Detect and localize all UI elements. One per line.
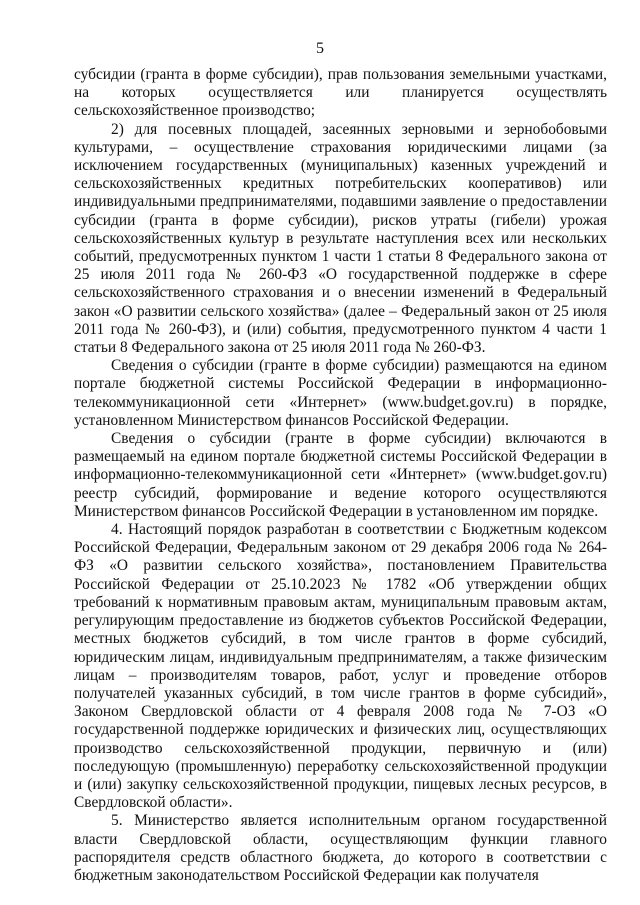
- paragraph-subsidy-registry: Сведения о субсидии (гранте в форме субсидии) включаются в размещаемый на едином портале бюджетной системы Российской Федерации в информационно-телекоммуникационной сети «Интернет» (www.budget.gov.ru) реестр субсидий, формирование и ведение которого осуществляются Министерством финансов Российской Федерации в установленном им порядке.: [74, 430, 607, 520]
- paragraph-item-2: 2) для посевных площадей, засеянных зерновыми и зернобобовыми культурами, – осуществление страхования юридическими лицами (за исключением государственных (муниципальных) казенных учреждений и сельскохозяйственных кредитных потребительских кооперативов) или индивидуальными предпринимателями, подавшими заявление о предоставлении субсидии (гранта в форме субсидии), рисков утраты (гибели) урожая сельскохозяйственных культур в результате наступления всех или нескольких событий, предусмотренных пунктом 1 части 1 статьи 8 Федерального закона от 25 июля 2011 года № 260-ФЗ «О государственной поддержке в сфере сельскохозяйственного страхования и о внесении изменений в Федеральный закон «О развитии сельского хозяйства» (далее – Федеральный закон от 25 июля 2011 года № 260-ФЗ), и (или) события, предусмотренного пунктом 4 части 1 статьи 8 Федерального закона от 25 июля 2011 года № 260-ФЗ.: [74, 120, 607, 357]
- paragraph-item-5: 5. Министерство является исполнительным органом государственной власти Свердловской области, осуществляющим функции главного распорядителя средств областного бюджета, до которого в соответствии с бюджетным законодательством Российской Федерации как получателя: [74, 812, 607, 884]
- document-body: [74, 66, 607, 885]
- paragraph-item-4: 4. Настоящий порядок разработан в соответствии с Бюджетным кодексом Российской Федерации, Федеральным законом от 29 декабря 2006 года № 264-ФЗ «О развитии сельского хозяйства», постановлением Правительства Российской Федерации от 25.10.2023 № 1782 «Об утверждении общих требований к нормативным правовым актам, муниципальным правовым актам, регулирующим предоставление из бюджетов субъектов Российской Федерации, местных бюджетов субсидий, в том числе грантов в форме субсидий, юридическим лицам, индивидуальным предпринимателям, а также физическим лицам – производителям товаров, работ, услуг и проведение отборов получателей указанных субсидий, в том числе грантов в форме субсидий», Законом Свердловской области от 4 февраля 2008 года № 7-ОЗ «О государственной поддержке юридических и физических лиц, осуществляющих производство сельскохозяйственной продукции, первичную и (или) последующую (промышленную) переработку сельскохозяйственной продукции и (или) закупку сельскохозяйственной продукции, пищевых лесных ресурсов, в Свердловской области».: [74, 521, 607, 812]
- page-number: 5: [316, 40, 324, 57]
- paragraph-continuation: субсидии (гранта в форме субсидии), прав пользования земельными участками, на которых осуществляется или планируется осуществлять сельскохозяйственное производство;: [74, 66, 607, 120]
- paragraph-subsidy-info-posting: Сведения о субсидии (гранте в форме субсидии) размещаются на едином портале бюджетной системы Российской Федерации в информационно-телекоммуникационной сети «Интернет» (www.budget.gov.ru) в порядке, установленном Министерством финансов Российской Федерации.: [74, 357, 607, 429]
